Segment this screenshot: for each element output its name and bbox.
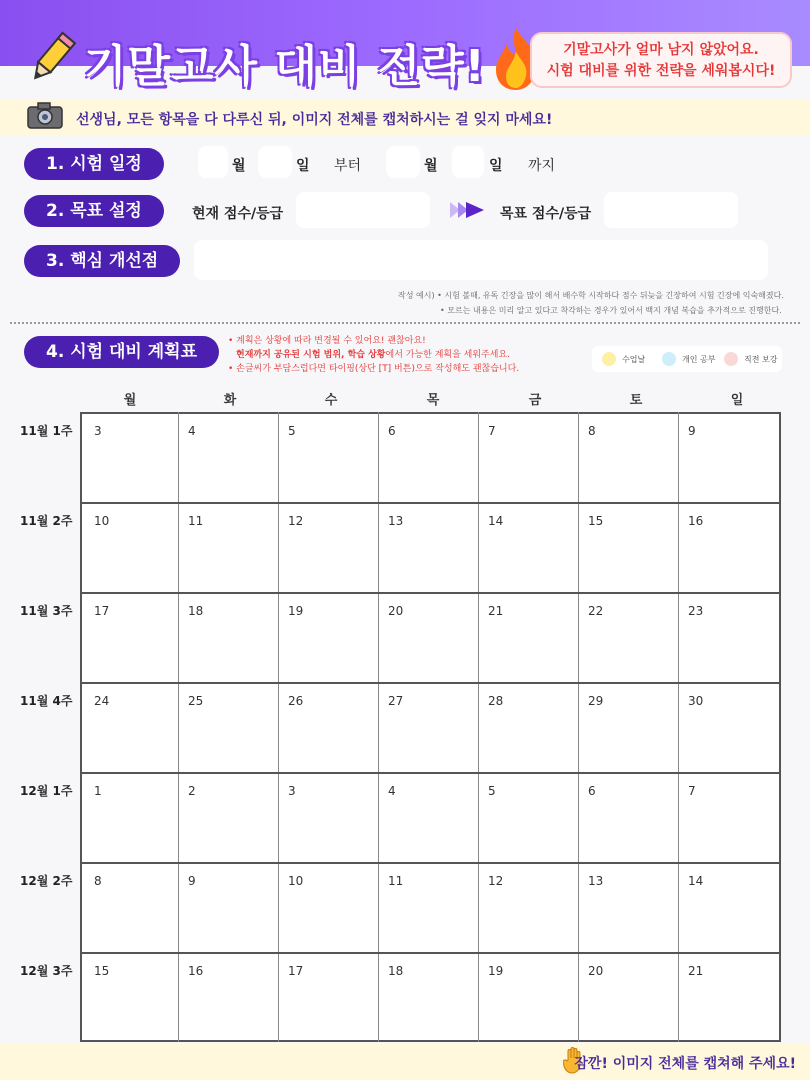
section-divider xyxy=(10,322,800,324)
date-number: 6 xyxy=(388,424,396,438)
date-number: 5 xyxy=(488,784,496,798)
legend-dot-class xyxy=(602,352,616,366)
goal-score-label: 목표 점수/등급 xyxy=(500,206,592,222)
date-number: 16 xyxy=(188,964,204,978)
until-text: 까지 xyxy=(528,158,556,174)
date-number: 20 xyxy=(388,604,404,618)
end-day-unit: 일 xyxy=(489,158,503,174)
date-number: 11 xyxy=(388,874,404,888)
date-number: 4 xyxy=(388,784,396,798)
legend-dot-review xyxy=(724,352,738,366)
date-number: 12 xyxy=(288,514,304,528)
date-number: 7 xyxy=(688,784,696,798)
date-number: 23 xyxy=(688,604,704,618)
pencil-icon xyxy=(24,30,80,86)
date-number: 8 xyxy=(94,874,102,888)
date-number: 13 xyxy=(588,874,604,888)
date-number: 25 xyxy=(188,694,204,708)
date-number: 16 xyxy=(688,514,704,528)
start-day-unit: 일 xyxy=(296,158,310,174)
date-number: 4 xyxy=(188,424,196,438)
date-number: 8 xyxy=(588,424,596,438)
date-number: 27 xyxy=(388,694,404,708)
callout-bubble xyxy=(530,32,792,88)
date-number: 5 xyxy=(288,424,296,438)
plan-note-2-rest: 에서 가능한 계획을 세워주세요. xyxy=(385,350,510,360)
section-1-label: 1. 시험 일정 xyxy=(24,148,164,180)
start-day-input[interactable] xyxy=(258,146,292,178)
week-label: 11월 3주 xyxy=(20,604,73,618)
footer-text: 잠깐! 이미지 전체를 캡쳐해 주세요! xyxy=(574,1056,796,1072)
section-3-label: 3. 핵심 개선점 xyxy=(24,245,180,277)
week-label: 11월 4주 xyxy=(20,694,73,708)
callout-line-1: 기말고사가 얼마 남지 않았어요. xyxy=(563,42,759,58)
page-title: 기말고사 대비 전략! xyxy=(84,41,486,92)
end-month-input[interactable] xyxy=(386,146,420,178)
example-line-1: 작성 예시) • 시험 볼때, 유독 긴장을 많이 해서 배수학 시작하다 점수 뒤늦을 긴장하여 시험 긴장에 익숙해졌다. xyxy=(398,291,784,300)
end-day-input[interactable] xyxy=(452,146,484,178)
end-month-unit: 월 xyxy=(424,158,438,174)
date-number: 15 xyxy=(588,514,604,528)
day-header: 금 xyxy=(528,393,542,408)
legend-dot-self-study xyxy=(662,352,676,366)
date-number: 17 xyxy=(288,964,304,978)
from-text: 부터 xyxy=(334,158,362,174)
date-number: 3 xyxy=(94,424,102,438)
notice-text: 선생님, 모든 항목을 다 다루신 뒤, 이미지 전체를 캡처하시는 걸 잊지 마세요! xyxy=(76,112,553,128)
plan-note-2-bold: 현재까지 공유된 시험 범위, 학습 상황 xyxy=(236,350,386,360)
week-label: 12월 1주 xyxy=(20,784,73,798)
plan-note-1: 계획은 상황에 따라 변경될 수 있어요! 괜찮아요! xyxy=(236,336,426,346)
date-number: 9 xyxy=(688,424,696,438)
week-label: 12월 3주 xyxy=(20,964,73,978)
week-label: 11월 1주 xyxy=(20,424,73,438)
camera-icon xyxy=(26,100,64,130)
date-number: 14 xyxy=(488,514,504,528)
example-line-2: • 모르는 내용은 미리 알고 있다고 착각하는 경우가 있어서 백지 개념 복습을 추가적으로 진행한다. xyxy=(440,306,782,315)
date-number: 14 xyxy=(688,874,704,888)
date-number: 18 xyxy=(388,964,404,978)
date-number: 24 xyxy=(94,694,110,708)
date-number: 3 xyxy=(288,784,296,798)
date-number: 28 xyxy=(488,694,504,708)
arrow-right-icon xyxy=(448,200,486,220)
date-number: 19 xyxy=(288,604,304,618)
plan-notes: • 계획은 상황에 따라 변경될 수 있어요! 괜찮아요! 현재까지 공유된 시험 범위, 학습 상황에서 가능한 계획을 세워주세요. • 손글씨가 부담스럽다면 타이핑(상단 [T] 버튼)으로 작성해도 괜찮습니다. xyxy=(228,336,520,374)
date-number: 13 xyxy=(388,514,404,528)
legend-label-class: 수업날 xyxy=(622,355,646,364)
current-score-input[interactable] xyxy=(296,192,430,228)
date-number: 10 xyxy=(288,874,304,888)
date-number: 2 xyxy=(188,784,196,798)
goal-score-input[interactable] xyxy=(604,192,738,228)
date-number: 26 xyxy=(288,694,304,708)
date-number: 12 xyxy=(488,874,504,888)
date-number: 29 xyxy=(588,694,604,708)
date-number: 21 xyxy=(488,604,504,618)
date-number: 7 xyxy=(488,424,496,438)
date-number: 18 xyxy=(188,604,204,618)
day-header: 수 xyxy=(324,393,338,408)
date-number: 6 xyxy=(588,784,596,798)
date-number: 20 xyxy=(588,964,604,978)
section-2-label: 2. 목표 설정 xyxy=(24,195,164,227)
section-4-label: 4. 시험 대비 계획표 xyxy=(24,336,219,368)
plan-note-3: 손글씨가 부담스럽다면 타이핑(상단 [T] 버튼)으로 작성해도 괜찮습니다. xyxy=(236,364,520,374)
start-month-unit: 월 xyxy=(232,158,246,174)
day-header: 일 xyxy=(730,393,744,408)
callout-line-2: 시험 대비를 위한 전략을 세워봅시다! xyxy=(546,63,776,79)
week-label: 11월 2주 xyxy=(20,514,73,528)
date-number: 1 xyxy=(94,784,102,798)
day-header: 목 xyxy=(426,393,440,408)
date-number: 10 xyxy=(94,514,110,528)
day-header: 화 xyxy=(223,393,237,408)
date-number: 11 xyxy=(188,514,204,528)
start-month-input[interactable] xyxy=(198,146,228,178)
day-header: 토 xyxy=(629,393,643,408)
date-number: 15 xyxy=(94,964,110,978)
date-number: 9 xyxy=(188,874,196,888)
date-number: 30 xyxy=(688,694,704,708)
current-score-label: 현재 점수/등급 xyxy=(192,206,284,222)
legend-label-review: 직전 보강 xyxy=(744,355,778,364)
day-header: 월 xyxy=(123,393,137,408)
week-label: 12월 2주 xyxy=(20,874,73,888)
date-number: 22 xyxy=(588,604,604,618)
date-number: 19 xyxy=(488,964,504,978)
legend-label-self-study: 개인 공부 xyxy=(682,355,716,364)
date-number: 17 xyxy=(94,604,110,618)
date-number: 21 xyxy=(688,964,704,978)
improvement-input[interactable] xyxy=(194,240,768,280)
